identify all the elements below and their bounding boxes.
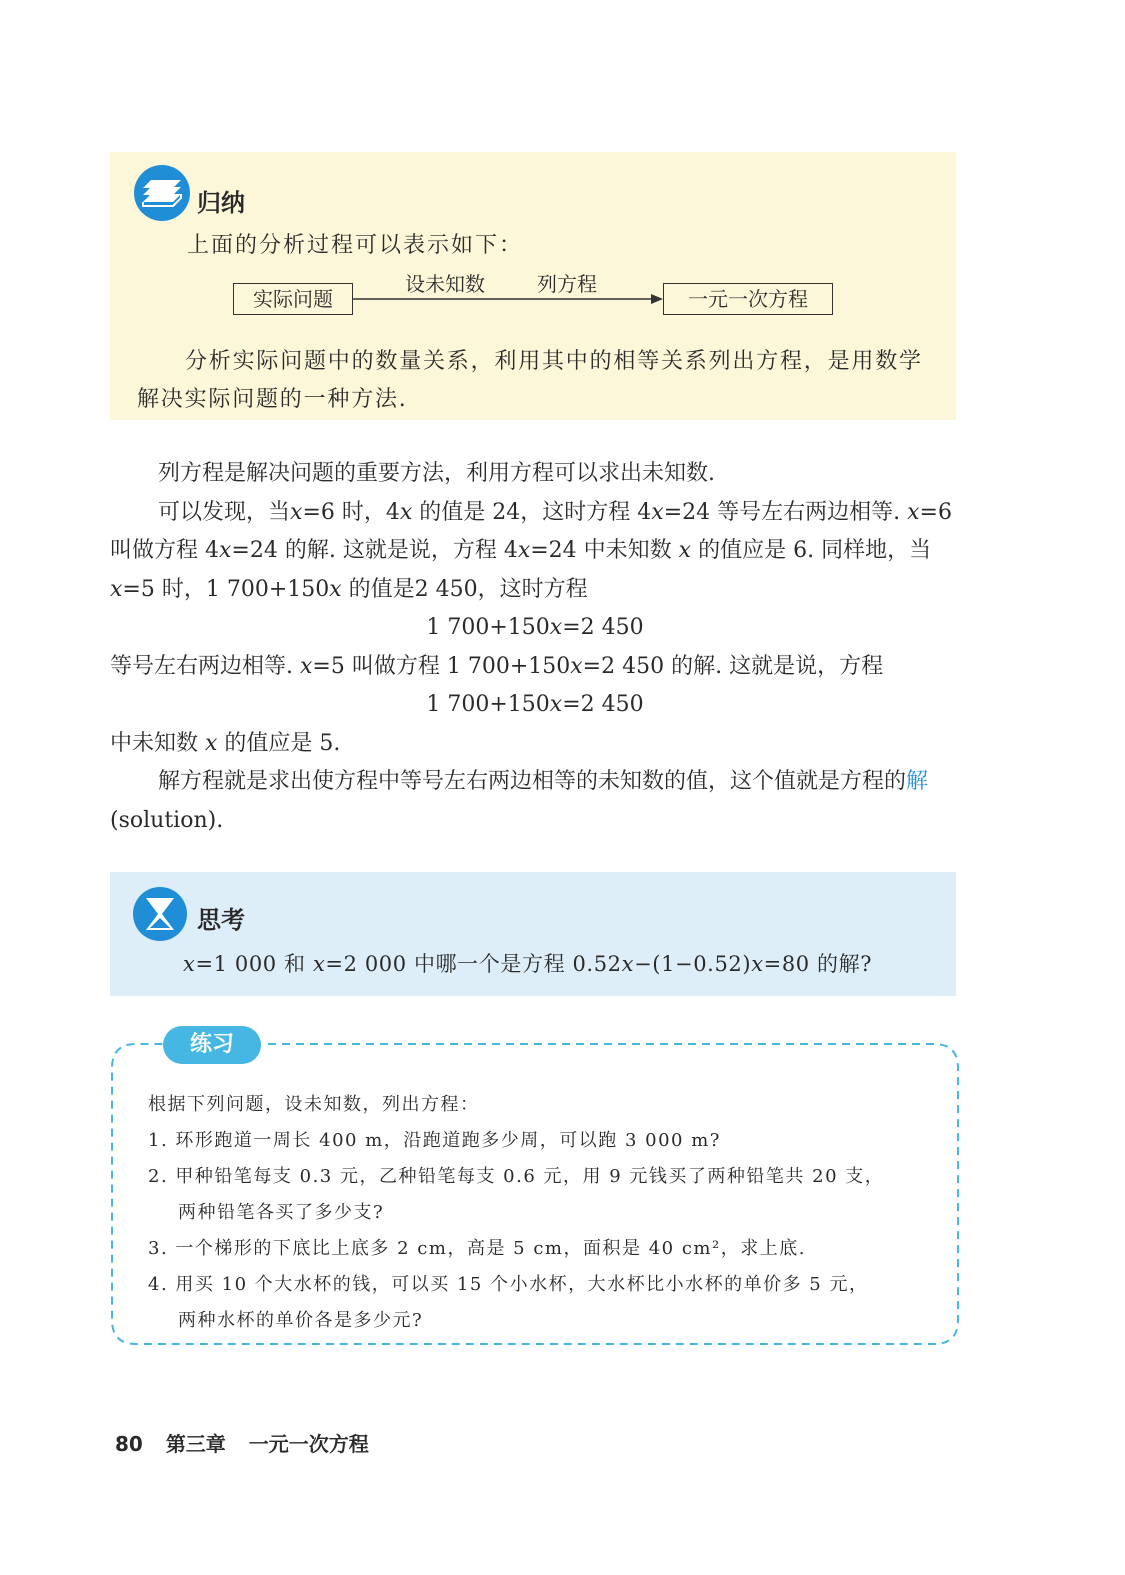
summary-intro: 上面的分析过程可以表示如下： (187, 233, 524, 258)
page-number: 80 (115, 1432, 143, 1456)
practice-item-cont: 两种水杯的单价各是多少元? (178, 1310, 424, 1331)
flow-step-label: 列方程 (537, 272, 597, 296)
practice-item: 3. 一个梯形的下底比上底多 2 cm，高是 5 cm，面积是 40 cm²，求上底. (148, 1238, 806, 1259)
practice-intro: 根据下列问题，设未知数，列出方程： (148, 1094, 480, 1115)
practice-item: 2. 甲种铅笔每支 0.3 元，乙种铅笔每支 0.6 元，用 9 元钱买了两种铅笔共 20 支， (148, 1166, 885, 1187)
main-text (110, 455, 960, 840)
paragraph: 列方程是解决问题的重要方法，利用方程可以求出未知数. (158, 461, 715, 486)
paragraph: 解方程就是求出使方程中等号左右两边相等的未知数的值，这个值就是方程的解(solution). (110, 769, 929, 833)
flow-end-box: 一元一次方程 (663, 283, 833, 315)
flow-arrow-icon (353, 290, 665, 308)
paragraph: 中未知数 x 的值应是 5. (110, 730, 341, 756)
flow-step-label: 设未知数 (405, 272, 485, 296)
paragraph: 可以发现，当x=6 时，4x 的值是 24，这时方程 4x=24 等号左右两边相等. x=6 叫做方程 4x=24 的解. 这就是说，方程 4x=24 中未知数 x 的值应是 6. 同样地，当 x=5 时，1 700+150x 的值是2 450，这时方程 (110, 499, 952, 602)
practice-item: 4. 用买 10 个大水杯的钱，可以买 15 个小水杯，大水杯比小水杯的单价多 5 元， (148, 1274, 869, 1295)
chapter-title: 一元一次方程 (248, 1432, 369, 1456)
think-question: x=1 000 和 x=2 000 中哪一个是方程 0.52x−(1−0.52)x=80 的解? (183, 952, 873, 976)
paragraph: 等号左右两边相等. x=5 叫做方程 1 700+150x=2 450 的解. 这就是说，方程 (110, 653, 884, 679)
key-term: 解 (906, 769, 929, 794)
practice-item: 1. 环形跑道一周长 400 m，沿跑道跑多少周，可以跑 3 000 m? (148, 1130, 721, 1151)
flow-start-box: 实际问题 (233, 283, 353, 315)
summary-title: 归纳 (197, 189, 245, 217)
think-title: 思考 (197, 906, 245, 934)
practice-item-cont: 两种铅笔各买了多少支? (178, 1202, 385, 1223)
practice-list (148, 1087, 938, 1339)
chapter-label: 第三章 (165, 1432, 226, 1456)
stacked-books-icon (133, 164, 191, 222)
page-footer (115, 1428, 385, 1457)
summary-body: 分析实际问题中的数量关系，利用其中的相等关系列出方程，是用数学解决实际问题的一种方法. (137, 349, 923, 412)
hourglass-icon (132, 886, 188, 942)
practice-title-tab: 练习 (163, 1026, 261, 1064)
equation: 1 700+150x=2 450 (426, 615, 644, 640)
equation: 1 700+150x=2 450 (426, 692, 644, 717)
